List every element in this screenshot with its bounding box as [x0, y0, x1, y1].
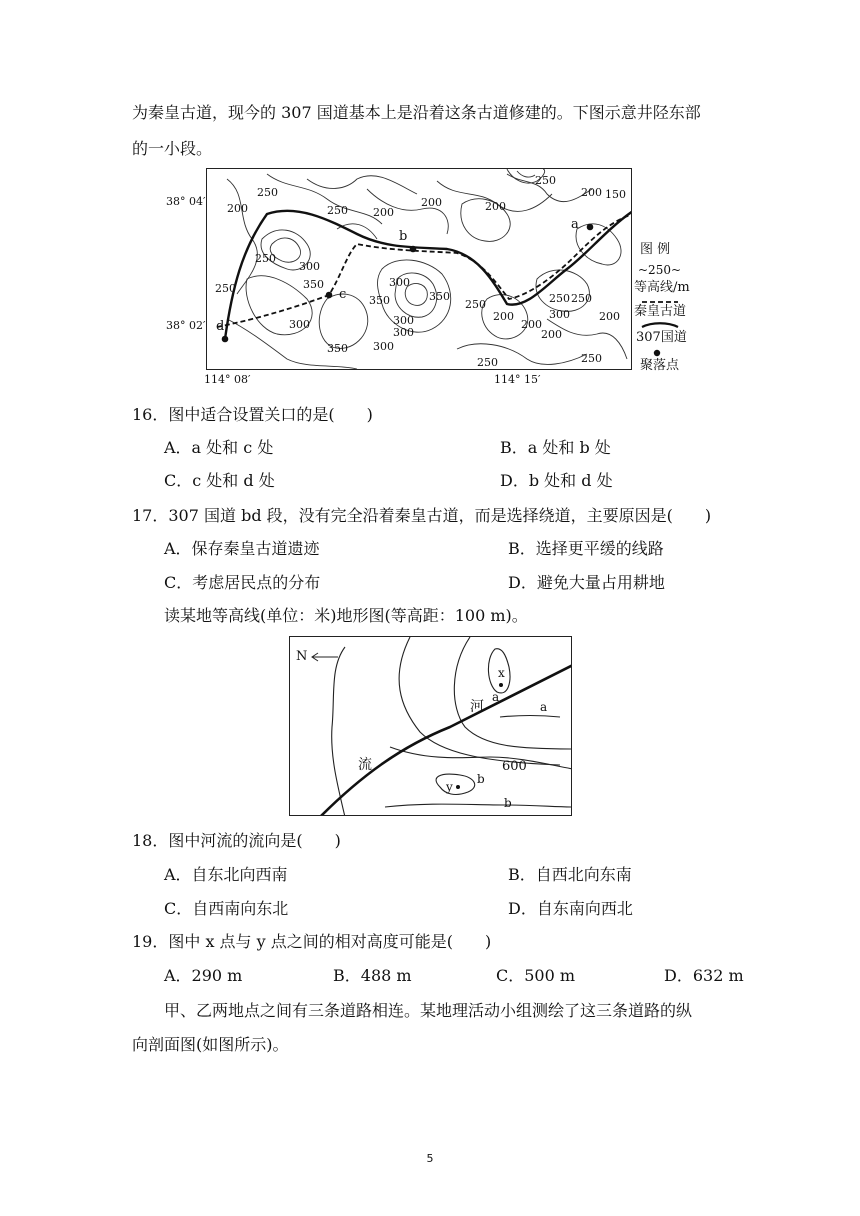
- point-x-label: x: [498, 666, 505, 680]
- contour-label: 300: [289, 318, 310, 331]
- contour-label: 200: [373, 206, 394, 219]
- contour-label: 200: [581, 186, 602, 199]
- contour-line: [319, 294, 368, 348]
- contour-map-frame: [206, 168, 632, 370]
- river-contour-figure: [289, 636, 572, 816]
- contour-label: 350: [429, 290, 450, 303]
- q17-option-c[interactable]: C．考虑居民点的分布: [164, 573, 321, 592]
- contour-label: 200: [541, 328, 562, 341]
- intro-line-2: 的一小段。: [132, 139, 213, 158]
- q18-option-d[interactable]: D．自东南向西北: [508, 899, 633, 918]
- latitude-bottom-label: 38° 02′: [166, 319, 206, 332]
- contour-label: 300: [373, 340, 394, 353]
- contour-600-label: 600: [502, 759, 527, 774]
- q19-option-b[interactable]: B．488 m: [333, 966, 412, 985]
- point-x-marker: [499, 683, 503, 687]
- contour-map-drawing: [207, 169, 632, 370]
- outro-line-1: 甲、乙两地点之间有三条道路相连。某地理活动小组测绘了这三条道路的纵: [164, 1001, 693, 1020]
- contour-label: 250: [257, 186, 278, 199]
- contour-label: 200: [485, 200, 506, 213]
- contour-label: 250: [255, 252, 276, 265]
- q17-option-d[interactable]: D．避免大量占用耕地: [508, 573, 665, 592]
- contour-label: 200: [493, 310, 514, 323]
- point-c-marker: [326, 292, 333, 299]
- river-label-liu: 流: [358, 757, 372, 773]
- contour-label: 250: [535, 174, 556, 187]
- contour-label: 350: [327, 342, 348, 355]
- point-y-marker: [456, 785, 460, 789]
- river-contour-drawing: [290, 637, 572, 816]
- contour-label: 300: [389, 276, 410, 289]
- contour-label: 250: [571, 292, 592, 305]
- q16-option-b[interactable]: B．a 处和 b 处: [500, 438, 611, 457]
- contour-label: 250: [215, 282, 236, 295]
- q17-stem: 17．307 国道 bd 段，没有完全沿着秦皇古道，而是选择绕道，主要原因是( ): [132, 506, 712, 525]
- legend-contour-label: 等高线/m: [634, 280, 690, 295]
- q19-option-d[interactable]: D．632 m: [664, 966, 744, 985]
- contour-label: 250: [465, 298, 486, 311]
- contour-label: 350: [303, 278, 324, 291]
- contour-label: 300: [393, 326, 414, 339]
- legend-contour-value: ~250~: [638, 263, 682, 277]
- contour-label: 250: [327, 204, 348, 217]
- q18-stem: 18．图中河流的流向是( ): [132, 831, 341, 850]
- contour-a-label-outer: a: [540, 700, 548, 714]
- latitude-top-label: 38° 04′: [166, 195, 206, 208]
- contour-label: 300: [393, 314, 414, 327]
- contour-label: 250: [477, 356, 498, 369]
- contour-line: [517, 171, 535, 177]
- contour-b-label-inner: b: [477, 772, 485, 786]
- contour-a-label-inner: a: [492, 690, 500, 704]
- page-number: 5: [426, 1152, 434, 1165]
- point-a-label: a: [571, 217, 579, 232]
- point-b-marker: [410, 246, 417, 253]
- legend-old-road: 秦皇古道: [634, 304, 687, 319]
- north-label: N: [296, 649, 308, 664]
- contour-label: 250: [581, 352, 602, 365]
- contour-line: [267, 174, 382, 224]
- legend-settlement: 聚落点: [640, 358, 680, 373]
- contour-line: [576, 224, 621, 265]
- contour-line: [500, 716, 560, 718]
- legend-title: 图 例: [640, 242, 671, 257]
- q16-stem: 16．图中适合设置关口的是( ): [132, 405, 373, 424]
- contour-label: 350: [369, 294, 390, 307]
- contour-label: 150: [605, 188, 626, 201]
- point-a-marker: [587, 224, 594, 231]
- contour-line: [385, 804, 572, 807]
- q17-option-a[interactable]: A．保存秦皇古道遗迹: [164, 539, 320, 558]
- q16-option-c[interactable]: C．c 处和 d 处: [164, 471, 275, 490]
- intro-line-1: 为秦皇古道，现今的 307 国道基本上是沿着这条古道修建的。下图示意井陉东部: [132, 103, 701, 122]
- q18-option-c[interactable]: C．自西南向东北: [164, 899, 289, 918]
- longitude-left-label: 114° 08′: [204, 373, 251, 386]
- contour-line: [332, 647, 345, 816]
- q16-option-d[interactable]: D．b 处和 d 处: [500, 471, 613, 490]
- point-c-label: c: [339, 287, 347, 302]
- contour-line: [536, 270, 589, 311]
- q19-option-a[interactable]: A．290 m: [164, 966, 243, 985]
- longitude-right-label: 114° 15′: [494, 373, 541, 386]
- river-label-he: 河: [470, 699, 484, 715]
- point-y-label: y: [446, 780, 453, 794]
- contour-label: 200: [599, 310, 620, 323]
- contour-label: 200: [421, 196, 442, 209]
- legend-highway-swatch: [640, 320, 680, 330]
- contour-label: 300: [549, 308, 570, 321]
- contour-label: 200: [521, 318, 542, 331]
- q19-stem: 19．图中 x 点与 y 点之间的相对高度可能是( ): [132, 932, 492, 951]
- contour-label: 250: [549, 292, 570, 305]
- q18-option-b[interactable]: B．自西北向东南: [508, 865, 632, 884]
- point-d-label: d: [216, 319, 225, 334]
- contour-label: 200: [227, 202, 248, 215]
- q19-option-c[interactable]: C．500 m: [496, 966, 576, 985]
- legend-highway: 307国道: [636, 330, 687, 345]
- point-d-marker: [222, 336, 229, 343]
- contour-b-label-outer: b: [504, 796, 512, 810]
- legend-settlement-dot: [652, 348, 662, 358]
- contour-line: [454, 637, 572, 749]
- contour-label: 300: [299, 260, 320, 273]
- contour-line: [436, 774, 475, 794]
- contour-line: [307, 176, 417, 194]
- outro-line-2: 向剖面图(如图所示)。: [132, 1035, 289, 1054]
- q18-option-a[interactable]: A．自东北向西南: [164, 865, 288, 884]
- read-map-instruction: 读某地等高线(单位：米)地形图(等高距：100 m)。: [164, 606, 528, 625]
- q16-option-a[interactable]: A．a 处和 c 处: [164, 438, 274, 457]
- q17-option-b[interactable]: B．选择更平缓的线路: [508, 539, 664, 558]
- point-b-label: b: [399, 229, 408, 244]
